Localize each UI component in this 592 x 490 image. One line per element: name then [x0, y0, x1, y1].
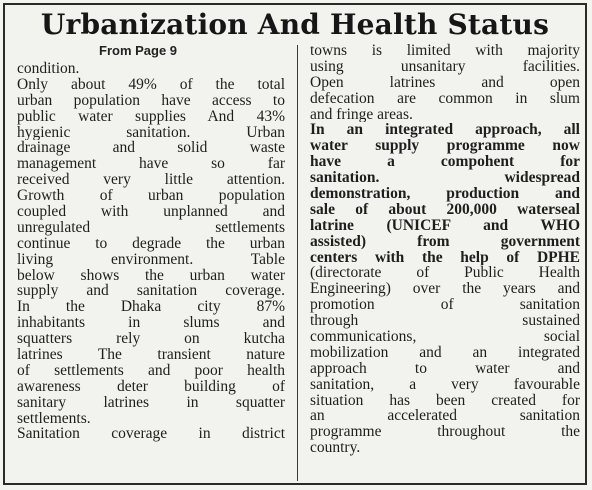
text-line: promotion of sanitation: [310, 297, 580, 314]
article-headline: Urbanization And Health Status: [40, 8, 550, 41]
text-line: continue to degrade the urban: [17, 235, 285, 252]
newspaper-clipping: [3, 3, 587, 485]
text-line: programme throughout the: [310, 424, 580, 441]
right-column: [310, 43, 580, 456]
text-line: condition.: [17, 61, 80, 77]
text-line: received very little attention.: [17, 172, 285, 189]
text-line: mobilization and an integrated: [310, 344, 580, 361]
text-line: public water supplies And 43%: [17, 108, 285, 125]
continuation-note: From Page 9: [99, 43, 178, 58]
text-line: assisted) from government: [310, 233, 580, 250]
text-line: In the Dhaka city 87%: [17, 299, 285, 316]
text-line: (directorate of Public Health: [310, 265, 580, 282]
text-line: sanitation, a very favourable: [310, 376, 580, 393]
column-divider: [297, 45, 298, 481]
text-line: hygienic sanitation. Urban: [17, 124, 285, 141]
text-line: demonstration, production and: [310, 186, 580, 202]
text-line: In an integrated approach, all: [310, 122, 580, 139]
text-line: of settlements and poor health: [17, 362, 285, 379]
text-line: management have so far: [17, 156, 285, 173]
text-line: sanitation. widespread: [310, 170, 580, 187]
text-line: sanitary latrines in squatter: [17, 394, 285, 411]
text-line: approach to water and: [310, 360, 580, 377]
text-line: centers with the help of DPHE: [310, 249, 580, 266]
text-line: awareness deter building of: [17, 378, 285, 395]
text-line: below shows the urban water: [17, 267, 285, 284]
text-line: unregulated settlements: [17, 219, 285, 236]
text-line: latrines The transient nature: [17, 347, 285, 363]
text-line: Open latrines and open: [310, 74, 580, 91]
left-column: [17, 43, 285, 442]
text-line: Engineering) over the years and: [310, 281, 580, 298]
text-line: Growth of urban population: [17, 188, 285, 205]
text-line: drainage and solid waste: [17, 140, 285, 157]
text-line: an accelerated sanitation: [310, 408, 580, 425]
text-line: using unsanitary facilities.: [310, 58, 580, 75]
text-line: country.: [310, 440, 361, 457]
text-line: living environment. Table: [17, 251, 285, 268]
text-line: Sanitation coverage in district: [17, 426, 285, 443]
text-line: coupled with unplanned and: [17, 204, 285, 220]
text-line: settlements.: [17, 410, 91, 427]
text-line: latrine (UNICEF and WHO: [310, 217, 580, 234]
text-line: sale of about 200,000 waterseal: [310, 201, 580, 218]
text-line: through sustained: [310, 313, 580, 330]
text-line: supply and sanitation coverage.: [17, 283, 285, 300]
text-line: defecation are common in slum: [310, 90, 580, 107]
text-line: communications, social: [310, 329, 580, 345]
text-line: inhabitants in slums and: [17, 315, 285, 332]
text-line: Only about 49% of the total: [17, 76, 285, 93]
text-line: towns is limited with majority: [310, 43, 580, 59]
text-line: have a compohent for: [310, 154, 580, 171]
text-line: squatters rely on kutcha: [17, 331, 285, 348]
text-line: urban population have access to: [17, 92, 285, 109]
text-line: situation has been created for: [310, 392, 580, 409]
text-line: water supply programme now: [310, 138, 580, 155]
text-line: and fringe areas.: [310, 106, 413, 123]
